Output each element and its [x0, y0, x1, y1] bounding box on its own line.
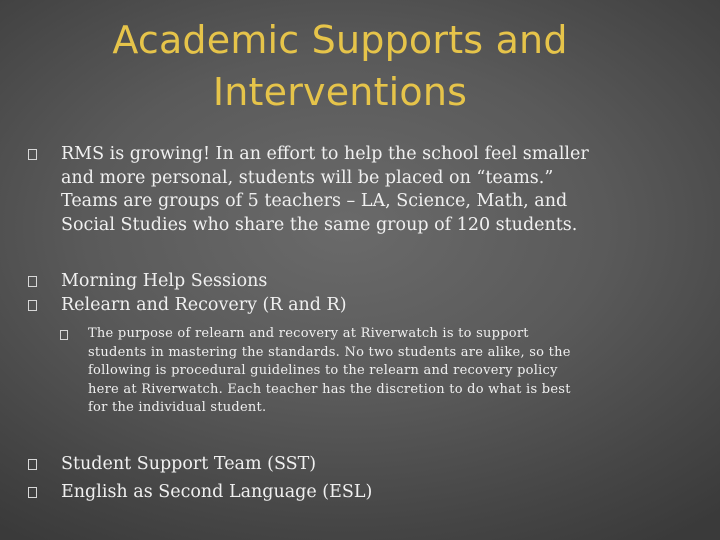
bullet-item-morning-help — [28, 270, 608, 294]
title-line-1: Academic Supports and — [112, 18, 568, 62]
bullet-text: Morning Help Sessions — [61, 271, 268, 291]
slide-title — [60, 14, 620, 118]
hollow-square-icon — [28, 459, 37, 470]
hollow-square-icon — [60, 330, 68, 340]
bullet-text: English as Second Language (ESL) — [61, 482, 373, 502]
bullet-text: Student Support Team (SST) — [61, 454, 317, 474]
sub-bullet-text: The purpose of relearn and recovery at Riverwatch is to support students in mastering the standards. No two students are alike, so the following is procedural guidelines to the relearn and recovery policy here at Riverwatch. Each teacher has the discretion to do what is best for the individual student. — [88, 326, 571, 416]
hollow-square-icon — [28, 276, 37, 287]
hollow-square-icon — [28, 487, 37, 498]
bullet-item-esl — [28, 481, 608, 505]
hollow-square-icon — [28, 149, 37, 160]
sub-bullet-item-relearn-purpose — [60, 325, 580, 418]
bullet-text: Relearn and Recovery (R and R) — [61, 295, 347, 315]
bullet-item-relearn-recovery — [28, 294, 608, 318]
bullet-text: RMS is growing! In an effort to help the school feel smaller and more personal, students will be placed on “teams.” Teams are groups of 5 teachers – LA, Science, Math, and Social Studies who share the same group of 120 students. — [61, 144, 589, 235]
bullet-item-sst — [28, 453, 608, 477]
hollow-square-icon — [28, 300, 37, 311]
title-line-2: Interventions — [212, 70, 468, 114]
bullet-item-teams — [28, 143, 608, 237]
